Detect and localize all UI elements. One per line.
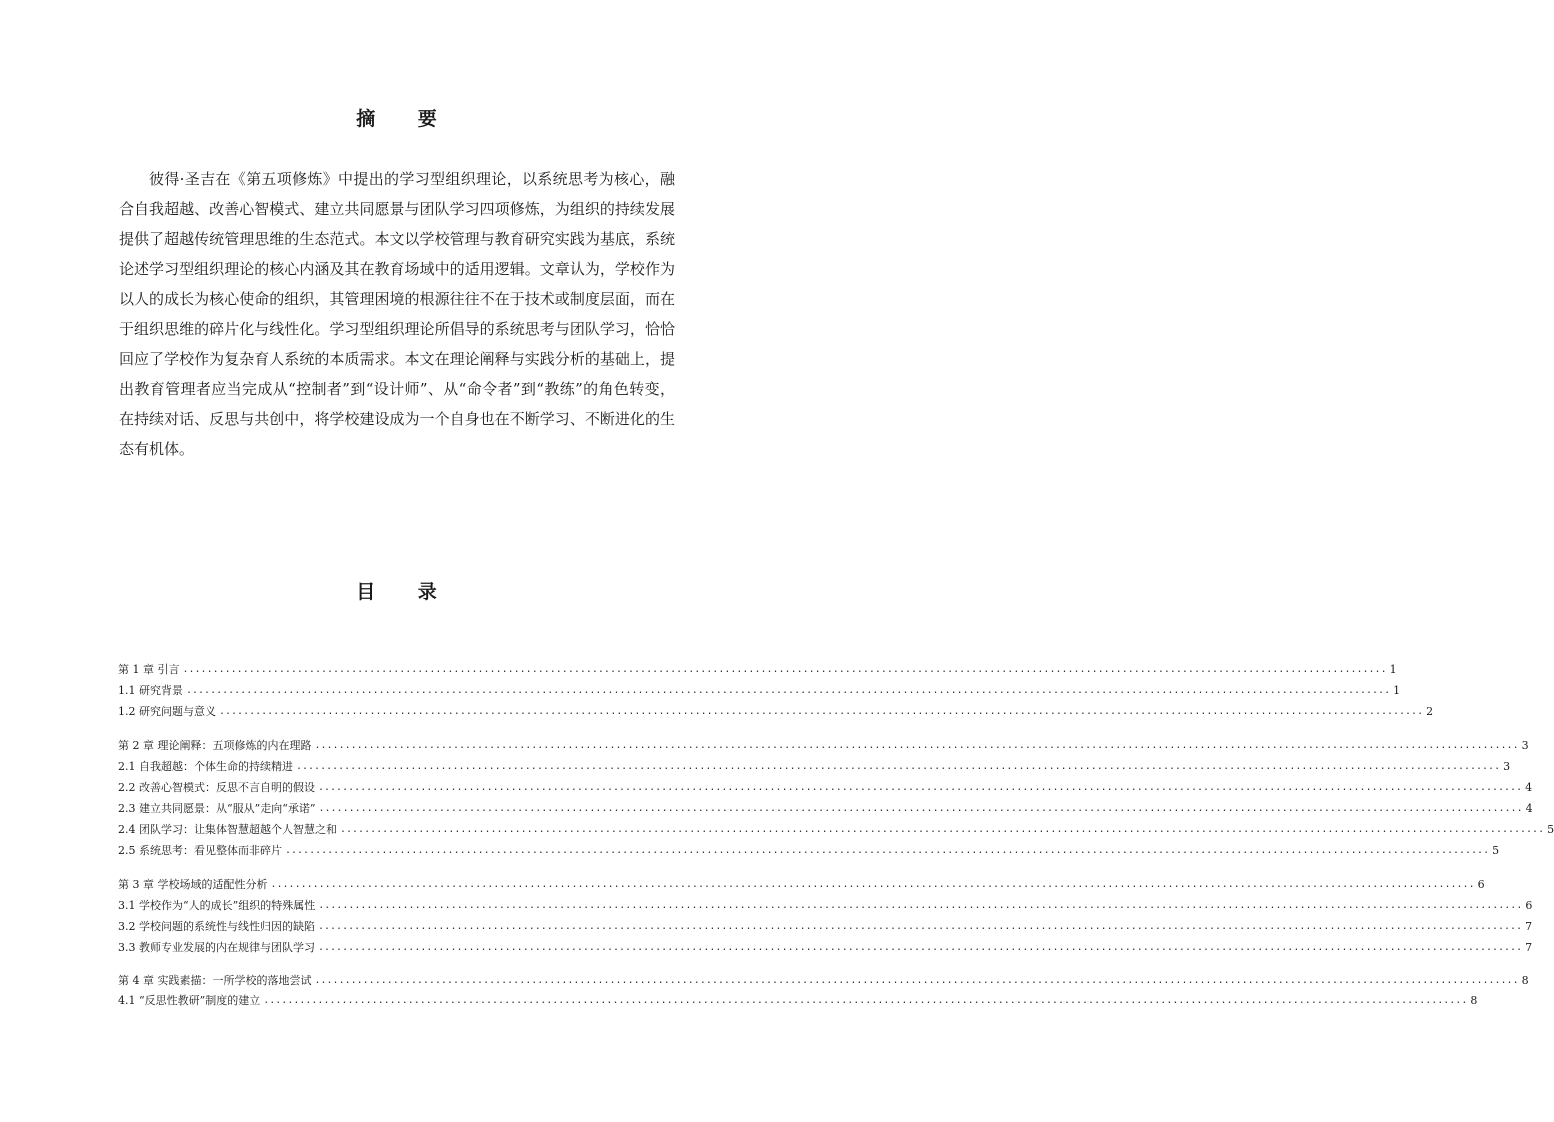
toc-entry-label: 第 3 章 学校场域的适配性分析: [118, 878, 268, 891]
toc-entry[interactable]: [118, 680, 1401, 698]
toc-leader-dots: ........................................................................................................................................................................................................: [318, 900, 1523, 911]
toc-leader-dots: ........................................................................................................................................................................................................: [318, 942, 1523, 953]
toc-entry-page: 3: [1521, 739, 1529, 752]
toc-entry[interactable]: [118, 916, 1533, 934]
toc-leader-dots: ........................................................................................................................................................................................................: [318, 803, 1523, 814]
toc-leader-dots: ........................................................................................................................................................................................................: [219, 706, 1424, 717]
toc-entry-label: 第 1 章 引言: [118, 663, 180, 676]
toc-entry-page: 6: [1525, 899, 1533, 912]
toc-entry-page: 4: [1525, 802, 1533, 815]
toc-entry-label: 第 4 章 实践素描：一所学校的落地尝试: [118, 974, 312, 987]
toc-leader-dots: ........................................................................................................................................................................................................: [296, 761, 1501, 772]
toc-entry-page: 2: [1426, 705, 1434, 718]
abstract-body: 彼得·圣吉在《第五项修炼》中提出的学习型组织理论，以系统思考为核心，融合自我超越、改善心智模式、建立共同愿景与团队学习四项修炼，为组织的持续发展提供了超越传统管理思维的生态范式。本文以学校管理与教育研究实践为基底，系统论述学习型组织理论的核心内涵及其在教育场域中的适用逻辑。文章认为，学校作为以人的成长为核心使命的组织，其管理困境的根源往往不在于技术或制度层面，而在于组织思维的碎片化与线性化。学习型组织理论所倡导的系统思考与团队学习，恰恰回应了学校作为复杂育人系统的本质需求。本文在理论阐释与实践分析的基础上，提出教育管理者应当完成从“控制者”到“设计师”、从“命令者”到“教练”的角色转变，在持续对话、反思与共创中，将学校建设成为一个自身也在不断学习、不断进化的生态有机体。: [119, 170, 675, 458]
toc-entry[interactable]: [118, 777, 1533, 795]
toc-leader-dots: ........................................................................................................................................................................................................: [314, 975, 1519, 986]
toc-entry[interactable]: [118, 798, 1533, 816]
toc-entry-page: 6: [1477, 878, 1485, 891]
toc-leader-dots: ........................................................................................................................................................................................................: [318, 921, 1523, 932]
toc-entry[interactable]: [118, 819, 1554, 837]
toc-entry-page: 3: [1503, 760, 1511, 773]
toc-entry[interactable]: [118, 895, 1533, 913]
toc-entry[interactable]: [118, 990, 1478, 1008]
toc-entry[interactable]: [118, 659, 1397, 677]
toc-entry-page: 1: [1389, 663, 1397, 676]
toc-leader-dots: ........................................................................................................................................................................................................: [182, 664, 1387, 675]
toc-entry-label: 2.2 改善心智模式：反思不言自明的假设: [118, 781, 315, 794]
toc-entry-label: 2.3 建立共同愿景：从“服从”走向“承诺”: [118, 802, 316, 815]
toc-leader-dots: ........................................................................................................................................................................................................: [263, 995, 1468, 1006]
toc-entry-label: 1.1 研究背景: [118, 684, 183, 697]
toc-entry[interactable]: [118, 874, 1485, 892]
toc-leader-dots: ........................................................................................................................................................................................................: [318, 782, 1523, 793]
toc-entry-label: 第 2 章 理论阐释：五项修炼的内在理路: [118, 739, 312, 752]
toc-entry[interactable]: [118, 937, 1533, 955]
toc-entry-page: 4: [1525, 781, 1533, 794]
toc-leader-dots: ........................................................................................................................................................................................................: [340, 824, 1545, 835]
toc-entry-page: 7: [1525, 920, 1533, 933]
toc-entry-label: 3.1 学校作为“人的成长”组织的特殊属性: [118, 899, 316, 912]
toc-entry-page: 8: [1521, 974, 1529, 987]
toc-leader-dots: ........................................................................................................................................................................................................: [186, 685, 1391, 696]
toc-entry-label: 2.5 系统思考：看见整体而非碎片: [118, 844, 282, 857]
toc-entry[interactable]: [118, 970, 1529, 988]
toc-entry-label: 3.2 学校问题的系统性与线性归因的缺陷: [118, 920, 315, 933]
toc-title: 目 录: [356, 581, 455, 603]
toc-entry[interactable]: [118, 756, 1511, 774]
toc-entry[interactable]: [118, 735, 1529, 753]
toc-entry-label: 2.4 团队学习：让集体智慧超越个人智慧之和: [118, 823, 337, 836]
abstract-title: 摘 要: [356, 108, 455, 130]
toc-leader-dots: ........................................................................................................................................................................................................: [270, 879, 1475, 890]
toc-entry-page: 8: [1470, 994, 1478, 1007]
toc-entry-page: 7: [1525, 941, 1533, 954]
toc-entry-label: 2.1 自我超越：个体生命的持续精进: [118, 760, 293, 773]
toc-entry-page: 1: [1393, 684, 1401, 697]
toc-entry[interactable]: [118, 701, 1434, 719]
toc-leader-dots: ........................................................................................................................................................................................................: [314, 740, 1519, 751]
toc-entry[interactable]: [118, 840, 1500, 858]
toc-entry-label: 1.2 研究问题与意义: [118, 705, 216, 718]
toc-leader-dots: ........................................................................................................................................................................................................: [285, 845, 1490, 856]
toc-entry-label: 3.3 教师专业发展的内在规律与团队学习: [118, 941, 315, 954]
toc-entry-page: 5: [1492, 844, 1500, 857]
toc-entry-label: 4.1 “反思性教研”制度的建立: [118, 994, 261, 1007]
toc-entry-page: 5: [1547, 823, 1554, 836]
